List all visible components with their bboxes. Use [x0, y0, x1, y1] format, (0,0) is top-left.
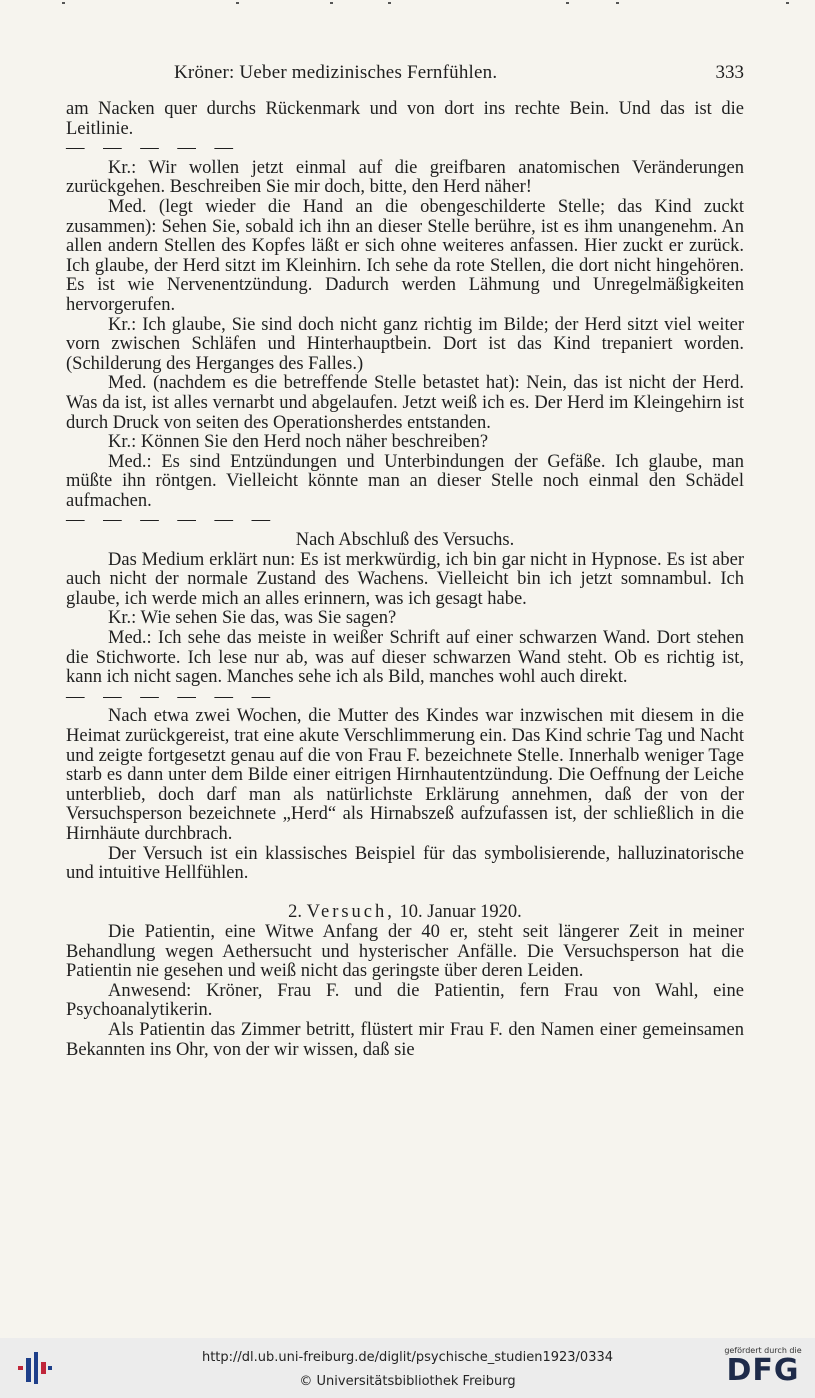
footer-bar	[0, 1338, 815, 1398]
paragraph: Kr.: Wir wollen jetzt einmal auf die greifbaren anatomischen Veränderungen zurückgehen. Beschreiben Sie mir doch, bitte, den Herd näher!	[66, 157, 744, 198]
paragraph: Kr.: Ich glaube, Sie sind doch nicht ganz richtig im Bilde; der Herd sitzt viel weiter vorn zwischen Schläfen und Hinterhauptbein. Dort ist das Kind trepaniert worden. (Schilderung des Herganges des Falles.)	[66, 314, 744, 374]
paragraph: Med. (legt wieder die Hand an die obengeschilderte Stelle; das Kind zuckt zusammen): Sehen Sie, sobald ich ihn an dieser Stelle berühre, ist es ihm unangenehm. An allen andern Stellen des Kopfes läßt er sich ohne weiteres anfassen. Hier zuckt er zurück. Ich glaube, der Herd sitzt im Kleinhirn. Ich sehe da rote Stellen, die dort nicht hingehören. Es ist wie Nervenentzündung. Dadurch werden Lähmung und Unregelmäßigkeiten hervorgerufen.	[66, 196, 744, 315]
paragraph: Anwesend: Kröner, Frau F. und die Patientin, fern Frau von Wahl, eine Psychoanalytikerin.	[66, 980, 744, 1021]
paragraph: Kr.: Können Sie den Herd noch näher beschreiben?	[108, 432, 489, 453]
permalink-link[interactable]: http://dl.ub.uni-freiburg.de/diglit/psychische_studien1923/0334	[201, 1350, 614, 1365]
section-heading-2	[66, 903, 744, 923]
running-header	[66, 62, 744, 86]
dfg-tagline: gefördert durch die	[724, 1346, 802, 1355]
paragraph: Kr.: Wie sehen Sie das, was Sie sagen?	[108, 608, 397, 629]
paragraph: Med.: Ich sehe das meiste in weißer Schrift auf einer schwarzen Wand. Dort stehen die Stichworte. Ich lese nur ab, was auf dieser schwarzen Wand steht. Ob es richtig ist, kann ich nicht sagen. Manches sehe ich als Bild, manches wohl auch direkt.	[66, 628, 744, 688]
page-number: 333	[715, 62, 744, 83]
section-heading: Nach Abschluß des Versuchs.	[295, 530, 515, 551]
paragraph: Als Patientin das Zimmer betritt, flüstert mir Frau F. den Namen einer gemeinsamen Bekannten ins Ohr, von der wir wissen, daß sie	[66, 1019, 744, 1060]
body-text	[66, 100, 744, 1060]
dfg-logo	[721, 1346, 805, 1392]
section-date: 10. Januar 1920.	[399, 902, 522, 923]
paragraph: Med.: Es sind Entzündungen und Unterbindungen der Gefäße. Ich glaube, man müßte ihn röntgen. Vielleicht könnte man an dieser Stelle noch einmal den Schädel aufmachen.	[66, 451, 744, 511]
paragraph: Nach etwa zwei Wochen, die Mutter des Kindes war inzwischen mit diesem in die Heimat zurückgereist, trat eine akute Verschlimmerung ein. Das Kind schrie Tag und Nacht und zeigte fortgesetzt genau auf die von Frau F. bezeichnete Stelle. Innerhalb weniger Tage starb es dann unter dem Bilde einer eitrigen Hirnhautentzündung. Die Oeffnung der Leiche unterblieb, doch darf man als natürlichste Erklärung annehmen, daß der von der Versuchsperson bezeichnete „Herd“ als Hirnabszeß aufzufassen ist, der schließlich in die Hirnhäute durchbrach.	[66, 706, 744, 844]
running-title: Kröner: Ueber medizinisches Fernfühlen.	[174, 62, 498, 83]
scan-noise	[0, 0, 815, 12]
spacer	[66, 884, 744, 904]
separator-dashes: — — — — —	[66, 138, 240, 159]
paragraph: Die Patientin, eine Witwe Anfang der 40 er, steht seit längerer Zeit in meiner Behandlung wegen Aethersucht und hysterischer Anfälle. Die Versuchsperson hat die Patientin nie gesehen und weiß nicht das geringste über deren Leiden.	[66, 921, 744, 982]
dfg-logo-text: DFG	[726, 1353, 800, 1388]
section-number: 2.	[288, 902, 303, 923]
copyright-text: © Universitätsbibliothek Freiburg	[299, 1374, 516, 1389]
paragraph: Das Medium erklärt nun: Es ist merkwürdig, ich bin gar nicht in Hypnose. Es ist aber auch nicht der normale Zustand des Wachens. Vielleicht bin ich jetzt somnambul. Ich glaube, ich werde mich an alles erinnern, was ich gesagt habe.	[66, 549, 744, 609]
paragraph: Der Versuch ist ein klassisches Beispiel für das symbolisierende, halluzinatorische und intuitive Hellfühlen.	[66, 843, 744, 884]
paragraph: am Nacken quer durchs Rückenmark und von dort ins rechte Bein. Und das ist die Leitlinie.	[66, 99, 744, 139]
section-word: Versuch,	[306, 902, 395, 923]
paragraph: Med. (nachdem es die betreffende Stelle betastet hat): Nein, das ist nicht der Herd. Was da ist, ist alles vernarbt und abgelaufen. Jetzt weiß ich es. Der Herd im Kleingehirn ist durch Druck von seiten des Operationsherdes entstanden.	[66, 373, 744, 433]
separator-dashes: — — — — — —	[66, 686, 278, 707]
separator-dashes: — — — — — —	[66, 510, 278, 531]
